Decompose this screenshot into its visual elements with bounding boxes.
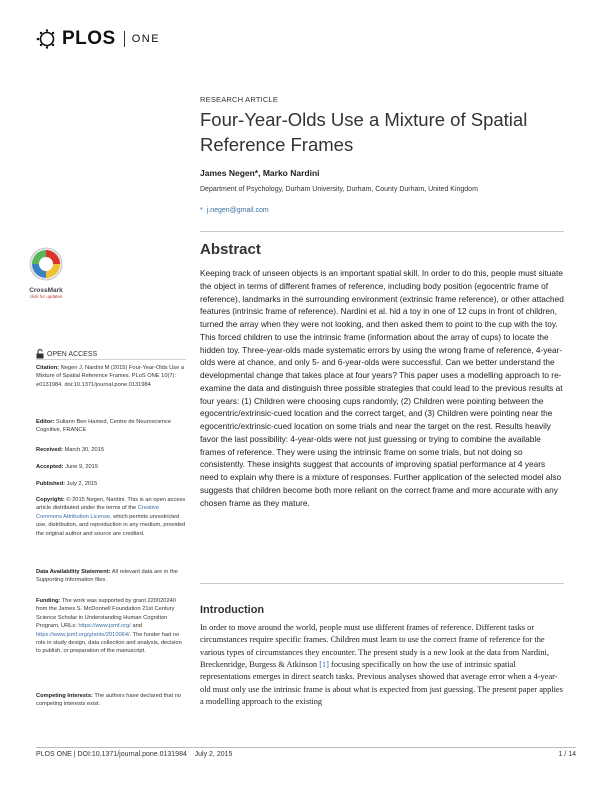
- published-date: July 2, 2015: [66, 481, 98, 487]
- citation-text: Negen J, Nardini M (2015) Four-Year-Olds Use a Mixture of Spatial Reference Frames. PLoS ONE 10(7): e0131984. doi:10.1371/journal.pone.0131984: [36, 365, 185, 388]
- journal-logo: [36, 28, 160, 50]
- data-availability-text: All relevant data are in the Supporting Information files.: [36, 569, 178, 584]
- data-availability-block: [36, 568, 186, 585]
- crossmark-icon: [29, 247, 63, 281]
- accepted-label: Accepted:: [36, 464, 64, 470]
- email-address[interactable]: j.negen@gmail.com: [206, 207, 269, 214]
- logo-divider: [124, 31, 125, 47]
- author-list: James Negen*, Marko Nardini: [200, 168, 320, 178]
- received-date: March 30, 2015: [64, 447, 104, 453]
- received-label: Received:: [36, 447, 63, 453]
- editor-text: Suliann Ben Hamed, Centre de Neuroscience Cognitive, FRANCE: [36, 419, 172, 434]
- copyright-block: [36, 496, 186, 538]
- open-access-label: OPEN ACCESS: [47, 350, 98, 358]
- competing-interests-block: [36, 692, 186, 709]
- affiliation: Department of Psychology, Durham University, Durham, County Durham, United Kingdom: [200, 186, 478, 193]
- funding-link-1[interactable]: https://www.jsmf.org/: [78, 623, 131, 630]
- abstract-heading: Abstract: [200, 241, 261, 258]
- citation-block: [36, 364, 186, 389]
- published-block: [36, 480, 186, 488]
- citation-ref-1[interactable]: [1]: [319, 660, 329, 670]
- competing-interests-text: The authors have declared that no competing interests exist.: [36, 693, 182, 708]
- funding-and: and: [132, 623, 142, 630]
- abstract-divider: [200, 583, 564, 584]
- intro-text-end: focusing specifically on how the use of intrinsic spatial representations emerges in direct search tasks. Previous analyses showed that average error when a 4-year-old must only use the intrinsic frame is about what is expected from just guessing. The present paper applies a modelling approach to the existing: [200, 660, 563, 707]
- email-marker: *: [200, 207, 203, 214]
- editor-block: [36, 418, 186, 435]
- copyright-text-end: , which permits unrestricted use, distribution, and reproduction in any medium, provided the original author and source are credited.: [36, 513, 186, 537]
- journal-name: PLOS: [62, 28, 116, 49]
- footer-citation: PLOS ONE | DOI:10.1371/journal.pone.0131984 July 2, 2015: [36, 751, 233, 758]
- journal-subname: ONE: [131, 33, 161, 45]
- footer-divider: [36, 747, 576, 748]
- citation-label: Citation:: [36, 365, 60, 371]
- introduction-text: [200, 622, 564, 708]
- funding-text-end: . The funder had no role in study design, data collection and analysis, decision to publish, or preparation of the manuscript.: [36, 631, 182, 655]
- crossmark-sublabel[interactable]: click for updates: [29, 294, 63, 299]
- competing-interests-label: Competing Interests:: [36, 693, 93, 699]
- received-block: [36, 446, 186, 454]
- data-availability-label: Data Availability Statement:: [36, 569, 111, 575]
- header-divider: [200, 231, 564, 232]
- intro-text-start: In order to move around the world, people must use different frames of reference. Different tasks or circumstances require specific frames. Children must learn to use the correct frame of reference for the various types of circumstances they encounter. The present study is a new look at the data from Nardini, Breckenridge, Burgess & Atkinson: [200, 623, 549, 670]
- corresponding-email[interactable]: [200, 207, 269, 214]
- editor-label: Editor:: [36, 419, 55, 425]
- page-number: 1 / 14: [558, 751, 576, 758]
- plos-logo-icon: [36, 29, 58, 49]
- sidebar-divider: [36, 359, 186, 360]
- article-title: Four-Year-Olds Use a Mixture of Spatial Reference Frames: [200, 109, 528, 155]
- funding-block: [36, 597, 186, 656]
- funding-text: The work was supported by grant 220020240 from the James S. McDonnell Foundation 21st Century Science Scholar in Understanding Human Cognition Program, URLs:: [36, 598, 176, 630]
- funding-link-2[interactable]: https://www.jsmf.org/grants/2010064/: [36, 631, 130, 638]
- accepted-date: June 9, 2015: [65, 464, 98, 470]
- published-label: Published:: [36, 481, 66, 487]
- funding-label: Funding:: [36, 598, 61, 604]
- crossmark-badge[interactable]: [28, 247, 64, 299]
- open-access-badge: [36, 349, 97, 359]
- license-link[interactable]: Creative Commons Attribution License: [36, 505, 159, 520]
- copyright-text: © 2015 Negen, Nardini. This is an open access article distributed under the terms of the: [36, 497, 186, 512]
- accepted-block: [36, 463, 186, 471]
- article-type: RESEARCH ARTICLE: [200, 95, 279, 104]
- open-lock-icon: [36, 349, 44, 359]
- crossmark-label: CrossMark: [29, 287, 63, 294]
- copyright-label: Copyright:: [36, 497, 65, 503]
- introduction-heading: Introduction: [200, 604, 265, 616]
- abstract-text: Keeping track of unseen objects is an important spatial skill. In order to do this, people must situate the object in terms of different frames of reference, including body position (egocentric frame of reference), landmarks in the surrounding environment (extrinsic frame reference), or other attached features (intrinsic frame of reference). Nardini et al. hid a toy in one of 12 cups in front of children, turned the array when they were not looking, and then asked them to point to the cup with the toy. This forced children to use the intrinsic frame (information about the array of cups) to locate the hidden toy. Three-year-olds made systematic errors by using the wrong frame of reference, 4-year-olds were at chance, and only 5- and 6-year-olds were successful. Can we better understand the developmental change that takes place at four years? This paper uses a modelling approach to re-examine the data and distinguish three possible strategies that could lead to the previous results at four years: (1) Children were choosing cups randomly, (2) Children were pointing between the egocentric/extrinsic-cued location and the correct target, and (3) Children were pointing near the egocentric/extrinsic-cued location on some trials and near the target on the rest. Results heavily favor the last possibility: 4-year-olds were not just guessing or trying to combine the available frames of reference. They were using the intrinsic frame on some trials, but not doing so consistently. These insights suggest that accounts of improving spatial performance at 4 years need to explain why there is a mixture of responses. Further application of the selected model also suggests that children become both more reliant on the correct frame and more accurate with any chosen frame as they mature.: [200, 268, 564, 508]
